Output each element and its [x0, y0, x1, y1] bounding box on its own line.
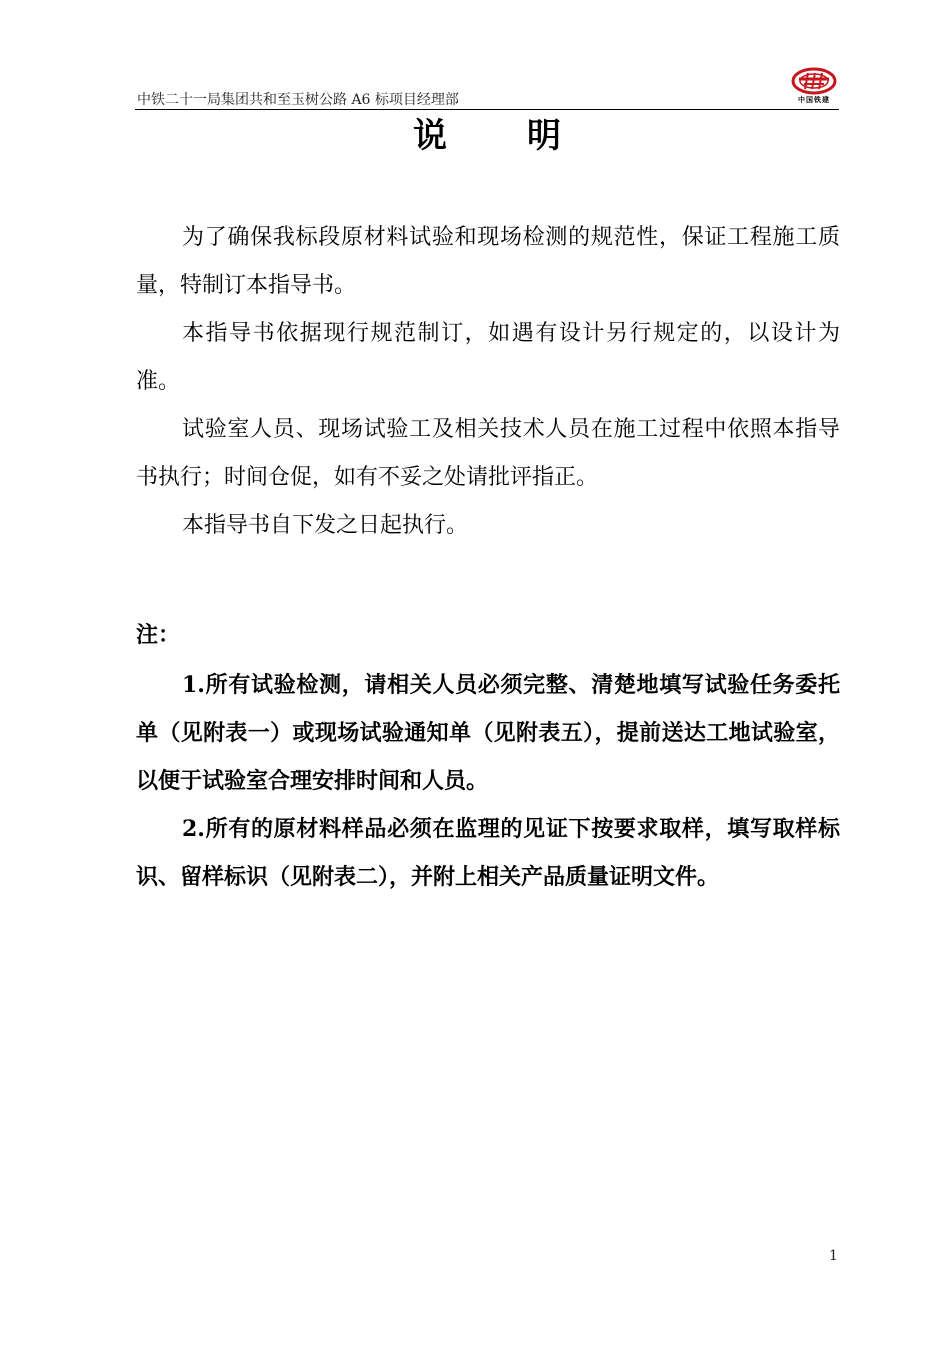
note-item: 1.所有试验检测，请相关人员必须完整、清楚地填写试验任务委托单（见附表一）或现场试验通知单（见附表五），提前送达工地试验室，以便于试验室合理安排时间和人员。	[136, 672, 840, 794]
notes-label: 注：	[136, 622, 181, 648]
paragraph: 本指导书依据现行规范制订，如遇有设计另行规定的，以设计为准。	[136, 321, 840, 394]
crcc-logo-icon	[790, 66, 838, 96]
paragraph: 为了确保我标段原材料试验和现场检测的规范性，保证工程施工质量，特制订本指导书。	[136, 225, 840, 298]
page-number: 1	[829, 1248, 838, 1264]
crcc-logo	[790, 66, 838, 108]
notes-section	[136, 661, 840, 901]
note-item: 2.所有的原材料样品必须在监理的见证下按要求取样，填写取样标识、留样标识（见附表二），并附上相关产品质量证明文件。	[136, 816, 840, 890]
logo-caption: 中国铁建	[798, 96, 830, 104]
header-org-text: 中铁二十一局集团共和至玉树公路 A6 标项目经理部	[137, 92, 459, 108]
page-title: 说明	[413, 116, 641, 156]
paragraph: 试验室人员、现场试验工及相关技术人员在施工过程中依照本指导书执行；时间仓促，如有不妥之处请批评指正。	[136, 417, 840, 490]
paragraph: 本指导书自下发之日起执行。	[182, 513, 469, 538]
intro-section	[136, 214, 840, 550]
header-divider	[135, 109, 839, 110]
